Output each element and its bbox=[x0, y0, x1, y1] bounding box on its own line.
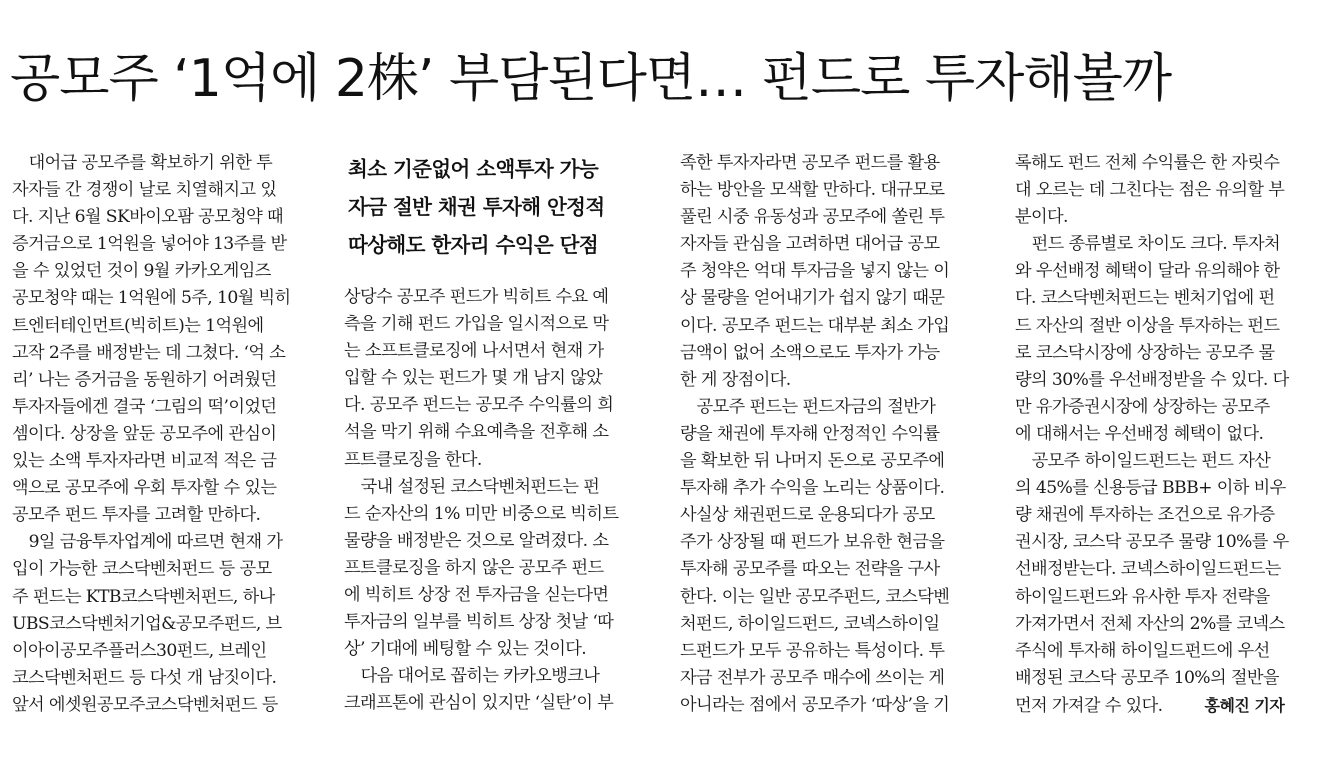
text-line: 프트클로징을 하지 않은 공모주 펀드 bbox=[344, 557, 604, 578]
text-line: 주 펀드는 KTB코스닥벤처펀드, 하나 bbox=[12, 586, 275, 607]
text-line: 이아이공모주플러스30펀드, 브레인 bbox=[12, 640, 267, 661]
text-line: 트엔터테인먼트(빅히트)는 1억원에 bbox=[12, 315, 264, 336]
text-line: 한다. 이는 일반 공모주펀드, 코스닥벤 bbox=[680, 586, 950, 607]
text-line: 에 빅히트 상장 전 투자금을 싣는다면 bbox=[344, 585, 609, 606]
text-line: 공모주 하이일드펀드는 펀드 자산 bbox=[1015, 451, 1271, 472]
text-line: 풀린 시중 유동성과 공모주에 쏠린 투 bbox=[680, 207, 945, 228]
text-line: 하는 방안을 모색할 만하다. 대규모로 bbox=[680, 180, 945, 201]
text-line: 의 45%를 신용등급 BBB+ 이하 비우 bbox=[1015, 478, 1286, 499]
text-line: 크래프톤에 관심이 있지만 ‘실탄’이 부 bbox=[344, 693, 614, 714]
text-line-content: 먼저 가져갈 수 있다. bbox=[1015, 695, 1163, 716]
text-line: 투자해 공모주를 따오는 전략을 구사 bbox=[680, 559, 940, 580]
text-line: 앞서 에셋원공모주코스닥벤처펀드 등 bbox=[12, 694, 278, 715]
text-line: 을 수 있었던 것이 9월 카카오게임즈 bbox=[12, 261, 271, 282]
text-line: 측을 기해 펀드 가입을 일시적으로 막 bbox=[344, 314, 609, 335]
text-line: 량을 채권에 투자해 안정적인 수익률 bbox=[680, 423, 940, 444]
text-line: 상 물량을 얻어내기가 쉽지 않기 때문 bbox=[680, 288, 945, 309]
text-line: 처펀드, 하이일드펀드, 코넥스하이일 bbox=[680, 613, 940, 634]
text-line: 주식에 투자해 하이일드펀드에 우선 bbox=[1015, 640, 1270, 661]
text-line: 드 자산의 절반 이상을 투자하는 펀드 bbox=[1015, 315, 1280, 336]
byline: 홍혜진 기자 bbox=[1204, 695, 1285, 715]
text-line: 량의 30%를 우선배정받을 수 있다. 다 bbox=[1015, 369, 1289, 390]
text-line: 자자들 간 경쟁이 날로 치열해지고 있 bbox=[12, 180, 277, 201]
text-line: 투자해 추가 수익을 노리는 상품이다. bbox=[680, 478, 945, 499]
text-line: 다. 지난 6월 SK바이오팜 공모청약 때 bbox=[12, 207, 283, 228]
text-line: 자자들 관심을 고려하면 대어급 공모 bbox=[680, 234, 940, 255]
text-line: 프트클로징을 한다. bbox=[344, 449, 482, 470]
text-line: 금액이 없어 소액으로도 투자가 가능 bbox=[680, 342, 940, 363]
text-line: 있는 소액 투자자라면 비교적 적은 금 bbox=[12, 451, 277, 472]
text-line: 이다. 공모주 펀드는 대부분 최소 가입 bbox=[680, 315, 950, 336]
text-line: 투자자들에겐 결국 ‘그림의 떡’이었던 bbox=[12, 396, 277, 417]
text-line: 고작 2주를 배정받는 데 그쳤다. ‘억 소 bbox=[12, 342, 286, 363]
text-line: 가져가면서 전체 자산의 2%를 코넥스 bbox=[1015, 613, 1285, 634]
subheadline-2: 자금 절반 채권 투자해 안정적 bbox=[348, 195, 605, 219]
text-line: 선배정받는다. 코넥스하이일드펀드는 bbox=[1015, 559, 1281, 580]
text-line: 량 채권에 투자하는 조건으로 유가증 bbox=[1015, 505, 1275, 526]
text-line: UBS코스닥벤처기업&공모주펀드, 브 bbox=[12, 613, 282, 634]
article-column-4 bbox=[1015, 150, 1325, 769]
text-line bbox=[1015, 692, 1325, 720]
text-line: 공모주 펀드는 펀드자금의 절반가 bbox=[680, 396, 936, 417]
text-line: 분이다. bbox=[1015, 207, 1068, 228]
text-line: 록해도 펀드 전체 수익률은 한 자릿수 bbox=[1015, 153, 1280, 173]
text-line: 에 대해서는 우선배정 혜택이 없다. bbox=[1015, 423, 1264, 444]
text-line: 투자금의 일부를 빅히트 상장 첫날 ‘따 bbox=[344, 612, 614, 633]
subheadline-block bbox=[344, 150, 654, 264]
text-line: 물량을 배정받은 것으로 알려졌다. 소 bbox=[344, 530, 609, 551]
text-line: 9일 금융투자업계에 따르면 현재 가 bbox=[12, 532, 283, 553]
text-line: 공모주 펀드 투자를 고려할 만하다. bbox=[12, 505, 261, 526]
text-line: 와 우선배정 혜택이 달라 유의해야 한 bbox=[1015, 261, 1280, 282]
text-line: 아니라는 점에서 공모주가 ‘따상’을 기 bbox=[680, 694, 950, 715]
text-line: 다. 공모주 펀드는 공모주 수익률의 희 bbox=[344, 395, 614, 416]
text-line: 셈이다. 상장을 앞둔 공모주에 관심이 bbox=[12, 423, 277, 444]
headline: 공모주 ‘1억에 2株’ 부담된다면… 펀드로 투자해볼까 bbox=[10, 49, 1172, 109]
article-column-3 bbox=[680, 150, 990, 769]
text-line: 족한 투자자라면 공모주 펀드를 활용 bbox=[680, 153, 940, 173]
text-line: 만 유가증권시장에 상장하는 공모주 bbox=[1015, 396, 1270, 417]
text-line: 대 오르는 데 그친다는 점은 유의할 부 bbox=[1015, 180, 1285, 201]
text-line: 코스닥벤처펀드 등 다섯 개 남짓이다. bbox=[12, 667, 277, 688]
text-line: 액으로 공모주에 우회 투자할 수 있는 bbox=[12, 478, 277, 499]
text-line: 로 코스닥시장에 상장하는 공모주 물 bbox=[1015, 342, 1275, 363]
text-line: 입할 수 있는 펀드가 몇 개 남지 않았 bbox=[344, 368, 603, 389]
text-line: 펀드 종류별로 차이도 크다. 투자처 bbox=[1015, 234, 1280, 255]
text-line: 입이 가능한 코스닥벤처펀드 등 공모 bbox=[12, 559, 272, 580]
subheadline-3: 따상해도 한자리 수익은 단점 bbox=[348, 233, 599, 257]
text-line: 주가 상장될 때 펀드가 보유한 현금을 bbox=[680, 532, 945, 553]
text-line: 배정된 코스닥 공모주 10%의 절반을 bbox=[1015, 667, 1279, 688]
text-line: 리’ 나는 증거금을 동원하기 어려웠던 bbox=[12, 369, 277, 390]
text-line: 공모청약 때는 1억원에 5주, 10월 빅히 bbox=[12, 288, 291, 309]
text-line: 상당수 공모주 펀드가 빅히트 수요 예 bbox=[344, 287, 609, 307]
subheadline-1: 최소 기준없어 소액투자 가능 bbox=[348, 157, 599, 181]
text-line: 사실상 채권펀드로 운용되다가 공모 bbox=[680, 505, 935, 526]
text-line: 한 게 장점이다. bbox=[680, 369, 791, 390]
text-line: 권시장, 코스닥 공모주 물량 10%를 우 bbox=[1015, 532, 1289, 553]
article-column-2 bbox=[344, 150, 654, 769]
text-line: 하이일드펀드와 유사한 투자 전략을 bbox=[1015, 586, 1270, 607]
text-line: 주 청약은 억대 투자금을 넣지 않는 이 bbox=[680, 261, 950, 282]
text-line: 대어급 공모주를 확보하기 위한 투 bbox=[12, 153, 273, 173]
text-line: 석을 막기 위해 수요예측을 전후해 소 bbox=[344, 422, 609, 443]
text-line: 국내 설정된 코스닥벤처펀드는 펀 bbox=[344, 476, 600, 497]
text-line: 드 순자산의 1% 미만 비중으로 빅히트 bbox=[344, 503, 619, 524]
text-line: 다. 코스닥벤처펀드는 벤처기업에 펀 bbox=[1015, 288, 1275, 309]
text-line: 증거금으로 1억원을 넣어야 13주를 받 bbox=[12, 234, 287, 255]
text-line: 상’ 기대에 베팅할 수 있는 것이다. bbox=[344, 639, 587, 660]
text-line: 을 확보한 뒤 나머지 돈으로 공모주에 bbox=[680, 451, 945, 472]
text-line: 는 소프트클로징에 나서면서 현재 가 bbox=[344, 341, 604, 362]
text-line: 자금 전부가 공모주 매수에 쓰이는 게 bbox=[680, 667, 945, 688]
article-column-1 bbox=[12, 150, 322, 769]
text-line: 다음 대어로 꼽히는 카카오뱅크나 bbox=[344, 666, 600, 687]
text-line: 드펀드가 모두 공유하는 특성이다. 투 bbox=[680, 640, 945, 661]
